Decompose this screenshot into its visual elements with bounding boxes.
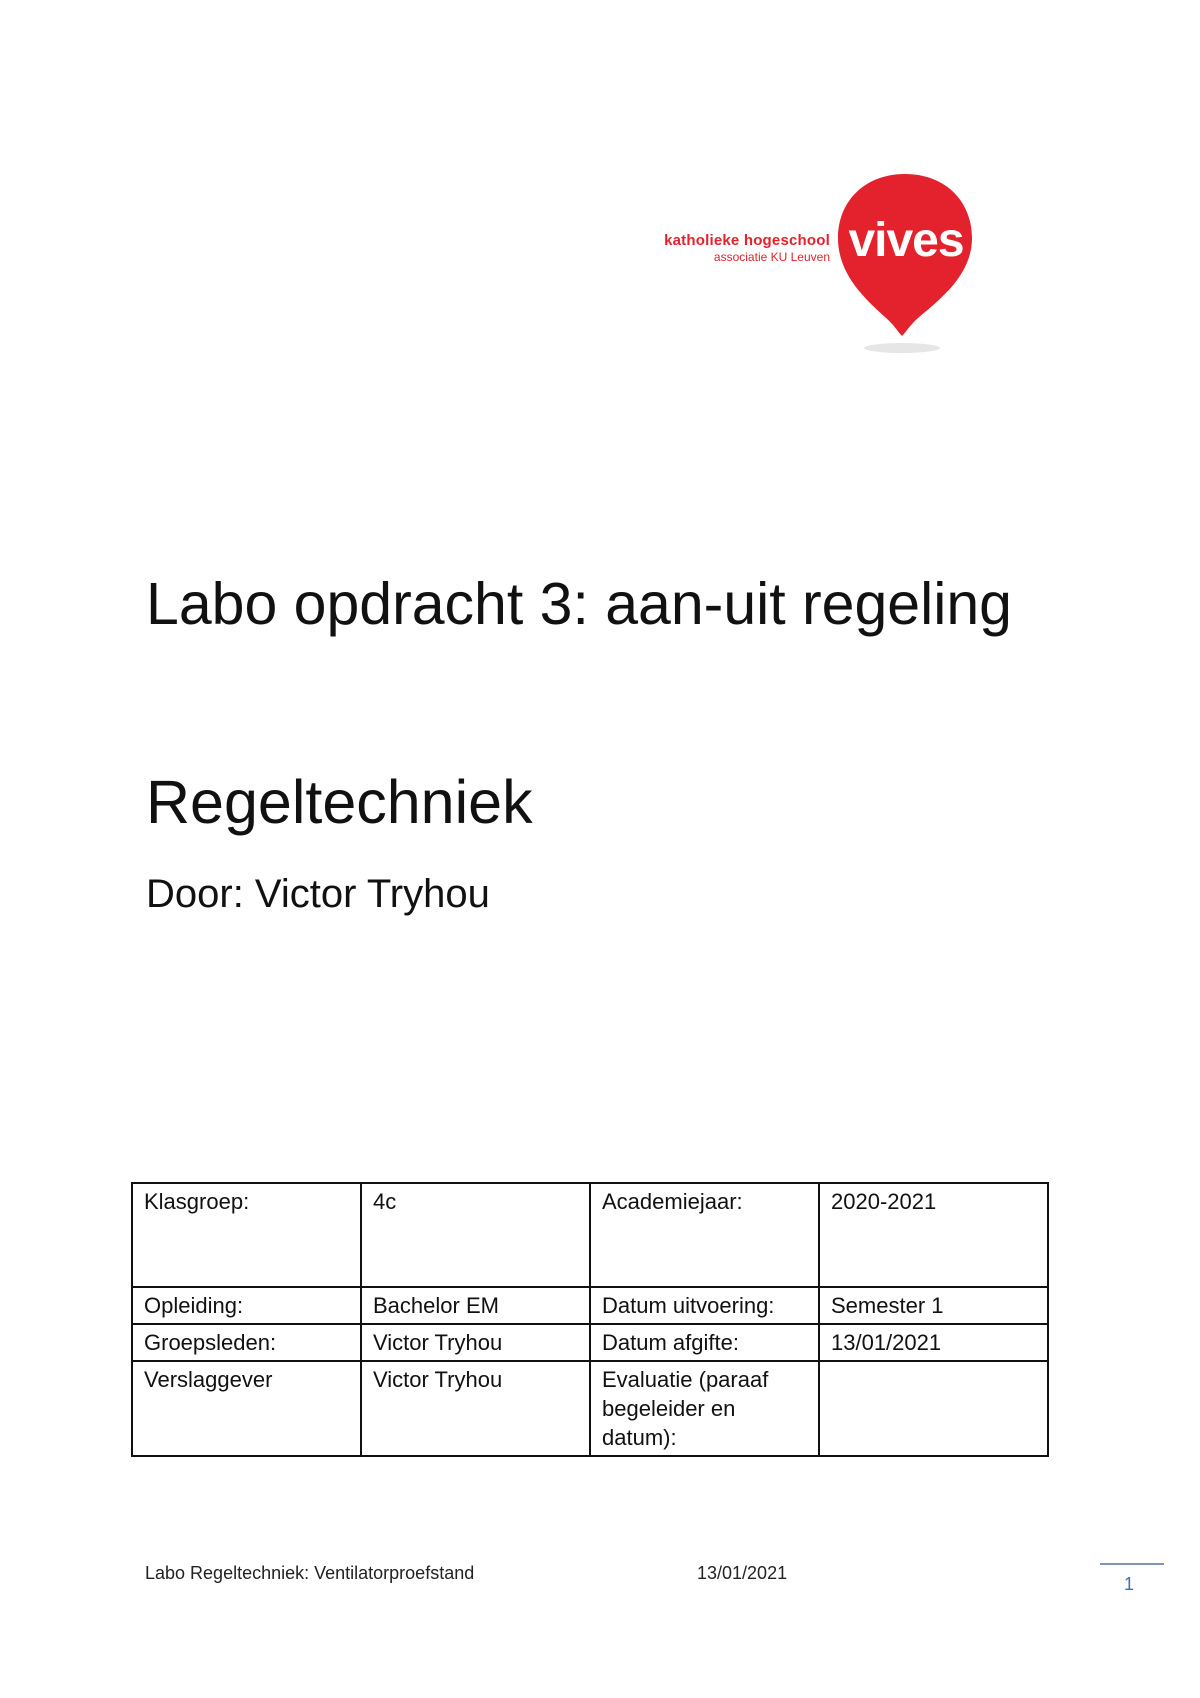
table-row <box>132 1183 1048 1287</box>
table-cell: Semester 1 <box>819 1287 1048 1324</box>
table-cell: Victor Tryhou <box>361 1324 590 1361</box>
logo-text <box>664 232 830 264</box>
document-author: Door: Victor Tryhou <box>146 872 490 916</box>
page-number: 1 <box>1124 1574 1135 1594</box>
page-number-divider <box>1100 1563 1164 1565</box>
table-cell: Opleiding: <box>132 1287 361 1324</box>
table-cell: 2020-2021 <box>819 1183 1048 1287</box>
logo-word: vives <box>848 214 964 267</box>
table-row <box>132 1361 1048 1456</box>
vives-logo <box>650 170 990 360</box>
footer-title: Labo Regeltechniek: Ventilatorproefstand <box>145 1563 475 1583</box>
table-row <box>132 1324 1048 1361</box>
table-cell: Datum afgifte: <box>590 1324 819 1361</box>
table-cell: Groepsleden: <box>132 1324 361 1361</box>
logo-line-2: associatie KU Leuven <box>713 250 830 264</box>
footer-date: 13/01/2021 <box>697 1563 788 1583</box>
table-cell: Academiejaar: <box>590 1183 819 1287</box>
table-cell: 4c <box>361 1183 590 1287</box>
info-table <box>131 1182 1049 1457</box>
table-cell: Datum uitvoering: <box>590 1287 819 1324</box>
table-cell <box>819 1361 1048 1456</box>
table-cell: Victor Tryhou <box>361 1361 590 1456</box>
logo-line-1: katholieke hogeschool <box>664 232 830 249</box>
table-cell: Bachelor EM <box>361 1287 590 1324</box>
document-subtitle: Regeltechniek <box>146 768 533 836</box>
document-title: Labo opdracht 3: aan-uit regeling <box>146 571 1012 637</box>
table-cell: 13/01/2021 <box>819 1324 1048 1361</box>
table-cell: Evaluatie (paraaf begeleider en datum): <box>590 1361 819 1456</box>
table-cell: Verslaggever <box>132 1361 361 1456</box>
table-cell: Klasgroep: <box>132 1183 361 1287</box>
table-row <box>132 1287 1048 1324</box>
